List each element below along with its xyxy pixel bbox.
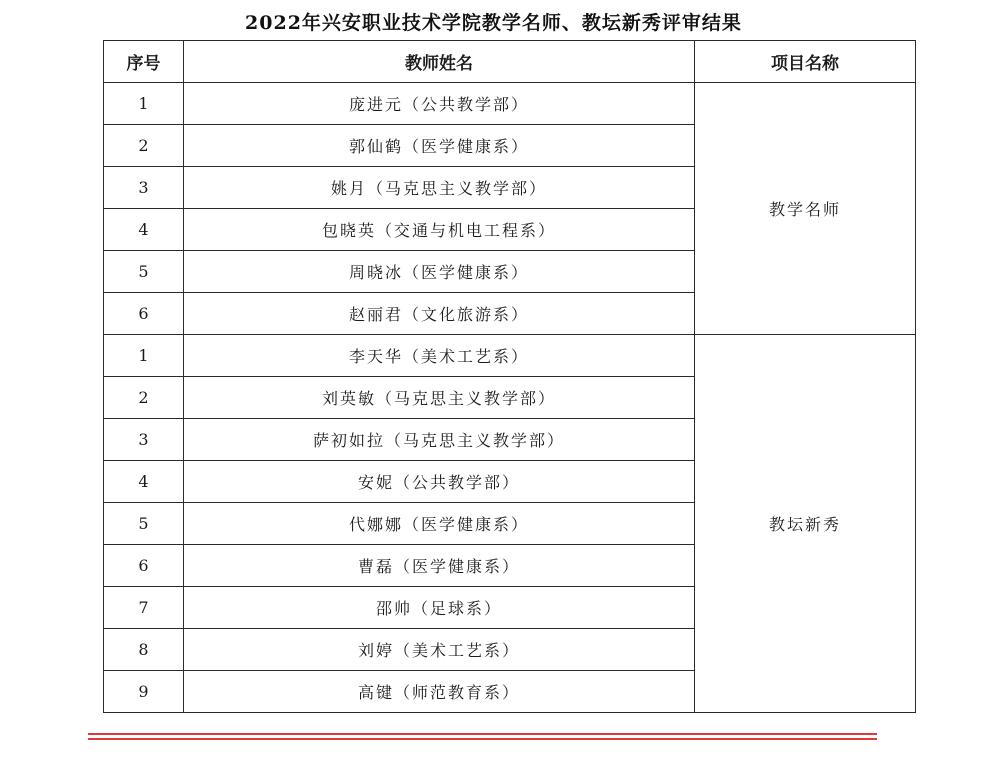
teacher-name: 刘英敏（马克思主义教学部） bbox=[184, 377, 695, 419]
red-divider-line bbox=[88, 738, 877, 740]
row-number: 5 bbox=[104, 503, 184, 545]
table-row bbox=[104, 83, 916, 125]
row-number: 1 bbox=[104, 83, 184, 125]
header-teacher-name: 教师姓名 bbox=[184, 41, 695, 83]
teacher-name: 安妮（公共教学部） bbox=[184, 461, 695, 503]
project-category: 教坛新秀 bbox=[695, 335, 916, 713]
teacher-name: 刘婷（美术工艺系） bbox=[184, 629, 695, 671]
table-row bbox=[104, 335, 916, 377]
teacher-name: 庞进元（公共教学部） bbox=[184, 83, 695, 125]
row-number: 3 bbox=[104, 419, 184, 461]
table-header-row bbox=[104, 41, 916, 83]
row-number: 2 bbox=[104, 125, 184, 167]
red-divider-line bbox=[88, 733, 877, 735]
header-number: 序号 bbox=[104, 41, 184, 83]
results-table bbox=[103, 40, 916, 713]
row-number: 5 bbox=[104, 251, 184, 293]
teacher-name: 周晓冰（医学健康系） bbox=[184, 251, 695, 293]
document-title: 2022年兴安职业技术学院教学名师、教坛新秀评审结果 bbox=[245, 12, 742, 34]
row-number: 1 bbox=[104, 335, 184, 377]
teacher-name: 郭仙鹤（医学健康系） bbox=[184, 125, 695, 167]
teacher-name: 李天华（美术工艺系） bbox=[184, 335, 695, 377]
teacher-name: 萨初如拉（马克思主义教学部） bbox=[184, 419, 695, 461]
row-number: 4 bbox=[104, 209, 184, 251]
teacher-name: 曹磊（医学健康系） bbox=[184, 545, 695, 587]
teacher-name: 代娜娜（医学健康系） bbox=[184, 503, 695, 545]
row-number: 8 bbox=[104, 629, 184, 671]
header-project-name: 项目名称 bbox=[695, 41, 916, 83]
row-number: 9 bbox=[104, 671, 184, 713]
row-number: 7 bbox=[104, 587, 184, 629]
teacher-name: 赵丽君（文化旅游系） bbox=[184, 293, 695, 335]
row-number: 4 bbox=[104, 461, 184, 503]
teacher-name: 包晓英（交通与机电工程系） bbox=[184, 209, 695, 251]
row-number: 2 bbox=[104, 377, 184, 419]
teacher-name: 邵帅（足球系） bbox=[184, 587, 695, 629]
row-number: 6 bbox=[104, 545, 184, 587]
row-number: 3 bbox=[104, 167, 184, 209]
teacher-name: 姚月（马克思主义教学部） bbox=[184, 167, 695, 209]
teacher-name: 高键（师范教育系） bbox=[184, 671, 695, 713]
row-number: 6 bbox=[104, 293, 184, 335]
project-category: 教学名师 bbox=[695, 83, 916, 335]
